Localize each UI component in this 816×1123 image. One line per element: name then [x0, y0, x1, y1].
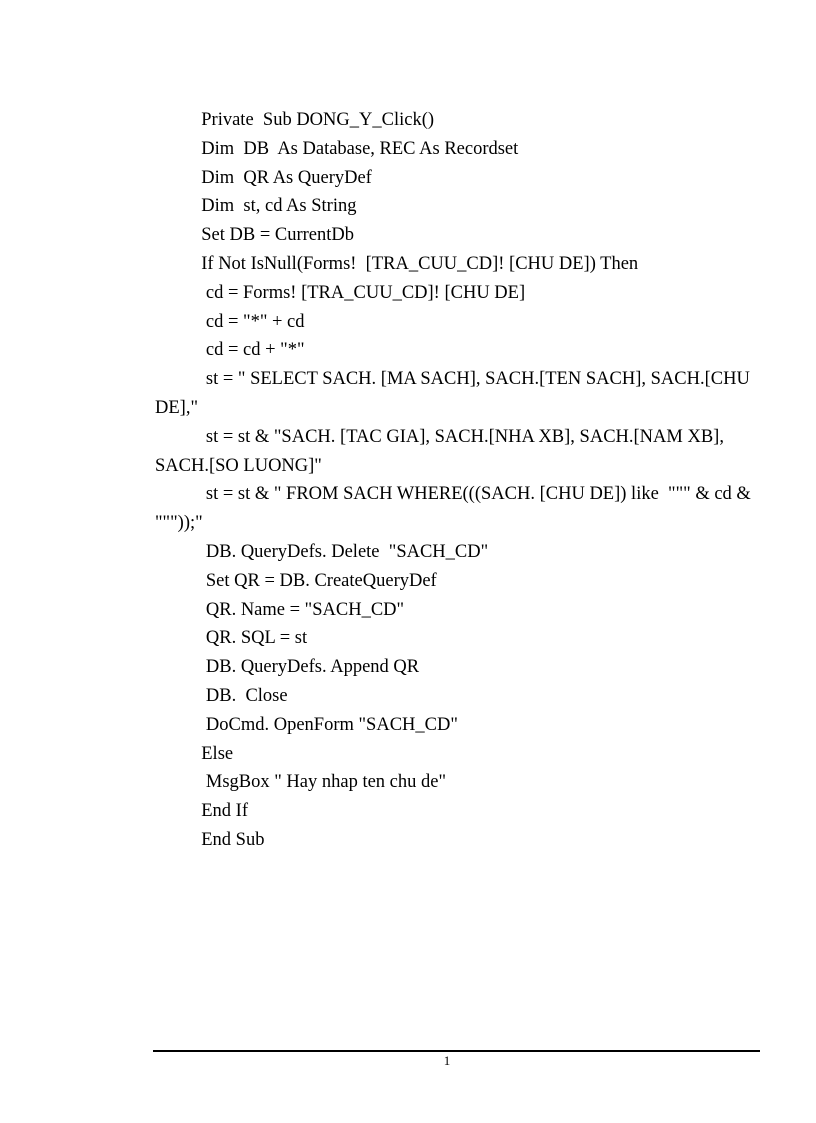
- code-line: st = st & "SACH. [TAC GIA], SACH.[NHA XB], SACH.[NAM XB], SACH.[SO LUONG]": [155, 426, 729, 476]
- code-line: End Sub: [155, 829, 265, 850]
- footer-divider: [153, 1050, 760, 1052]
- code-line: Dim QR As QueryDef: [155, 167, 372, 188]
- code-line: DB. QueryDefs. Delete "SACH_CD": [155, 541, 489, 562]
- code-line: st = " SELECT SACH. [MA SACH], SACH.[TEN SACH], SACH.[CHU DE],": [155, 369, 755, 418]
- code-line: Dim DB As Database, REC As Recordset: [155, 138, 519, 159]
- code-line: cd = cd + "*": [155, 340, 305, 361]
- code-line: Set QR = DB. CreateQueryDef: [155, 570, 437, 591]
- code-line: QR. SQL = st: [155, 628, 308, 649]
- code-line: Private Sub DONG_Y_Click(): [155, 110, 435, 130]
- code-line: DB. Close: [155, 685, 288, 706]
- code-line: DoCmd. OpenForm "SACH_CD": [155, 714, 458, 735]
- code-line: cd = "*" + cd: [155, 311, 305, 332]
- page-number: 1: [443, 1053, 451, 1068]
- code-line: If Not IsNull(Forms! [TRA_CUU_CD]! [CHU DE]) Then: [155, 253, 639, 274]
- code-line: Else: [155, 743, 234, 764]
- code-line: cd = Forms! [TRA_CUU_CD]! [CHU DE]: [155, 282, 526, 303]
- code-line: Dim st, cd As String: [155, 196, 357, 217]
- vba-code-block: [155, 106, 763, 855]
- code-line: DB. QueryDefs. Append QR: [155, 657, 420, 678]
- code-line: MsgBox " Hay nhap ten chu de": [155, 772, 447, 793]
- code-line: st = st & " FROM SACH WHERE(((SACH. [CHU DE]) like """ & cd & """));": [155, 484, 756, 534]
- code-line: QR. Name = "SACH_CD": [155, 599, 405, 620]
- code-line: Set DB = CurrentDb: [155, 225, 355, 246]
- code-line: End If: [155, 801, 248, 822]
